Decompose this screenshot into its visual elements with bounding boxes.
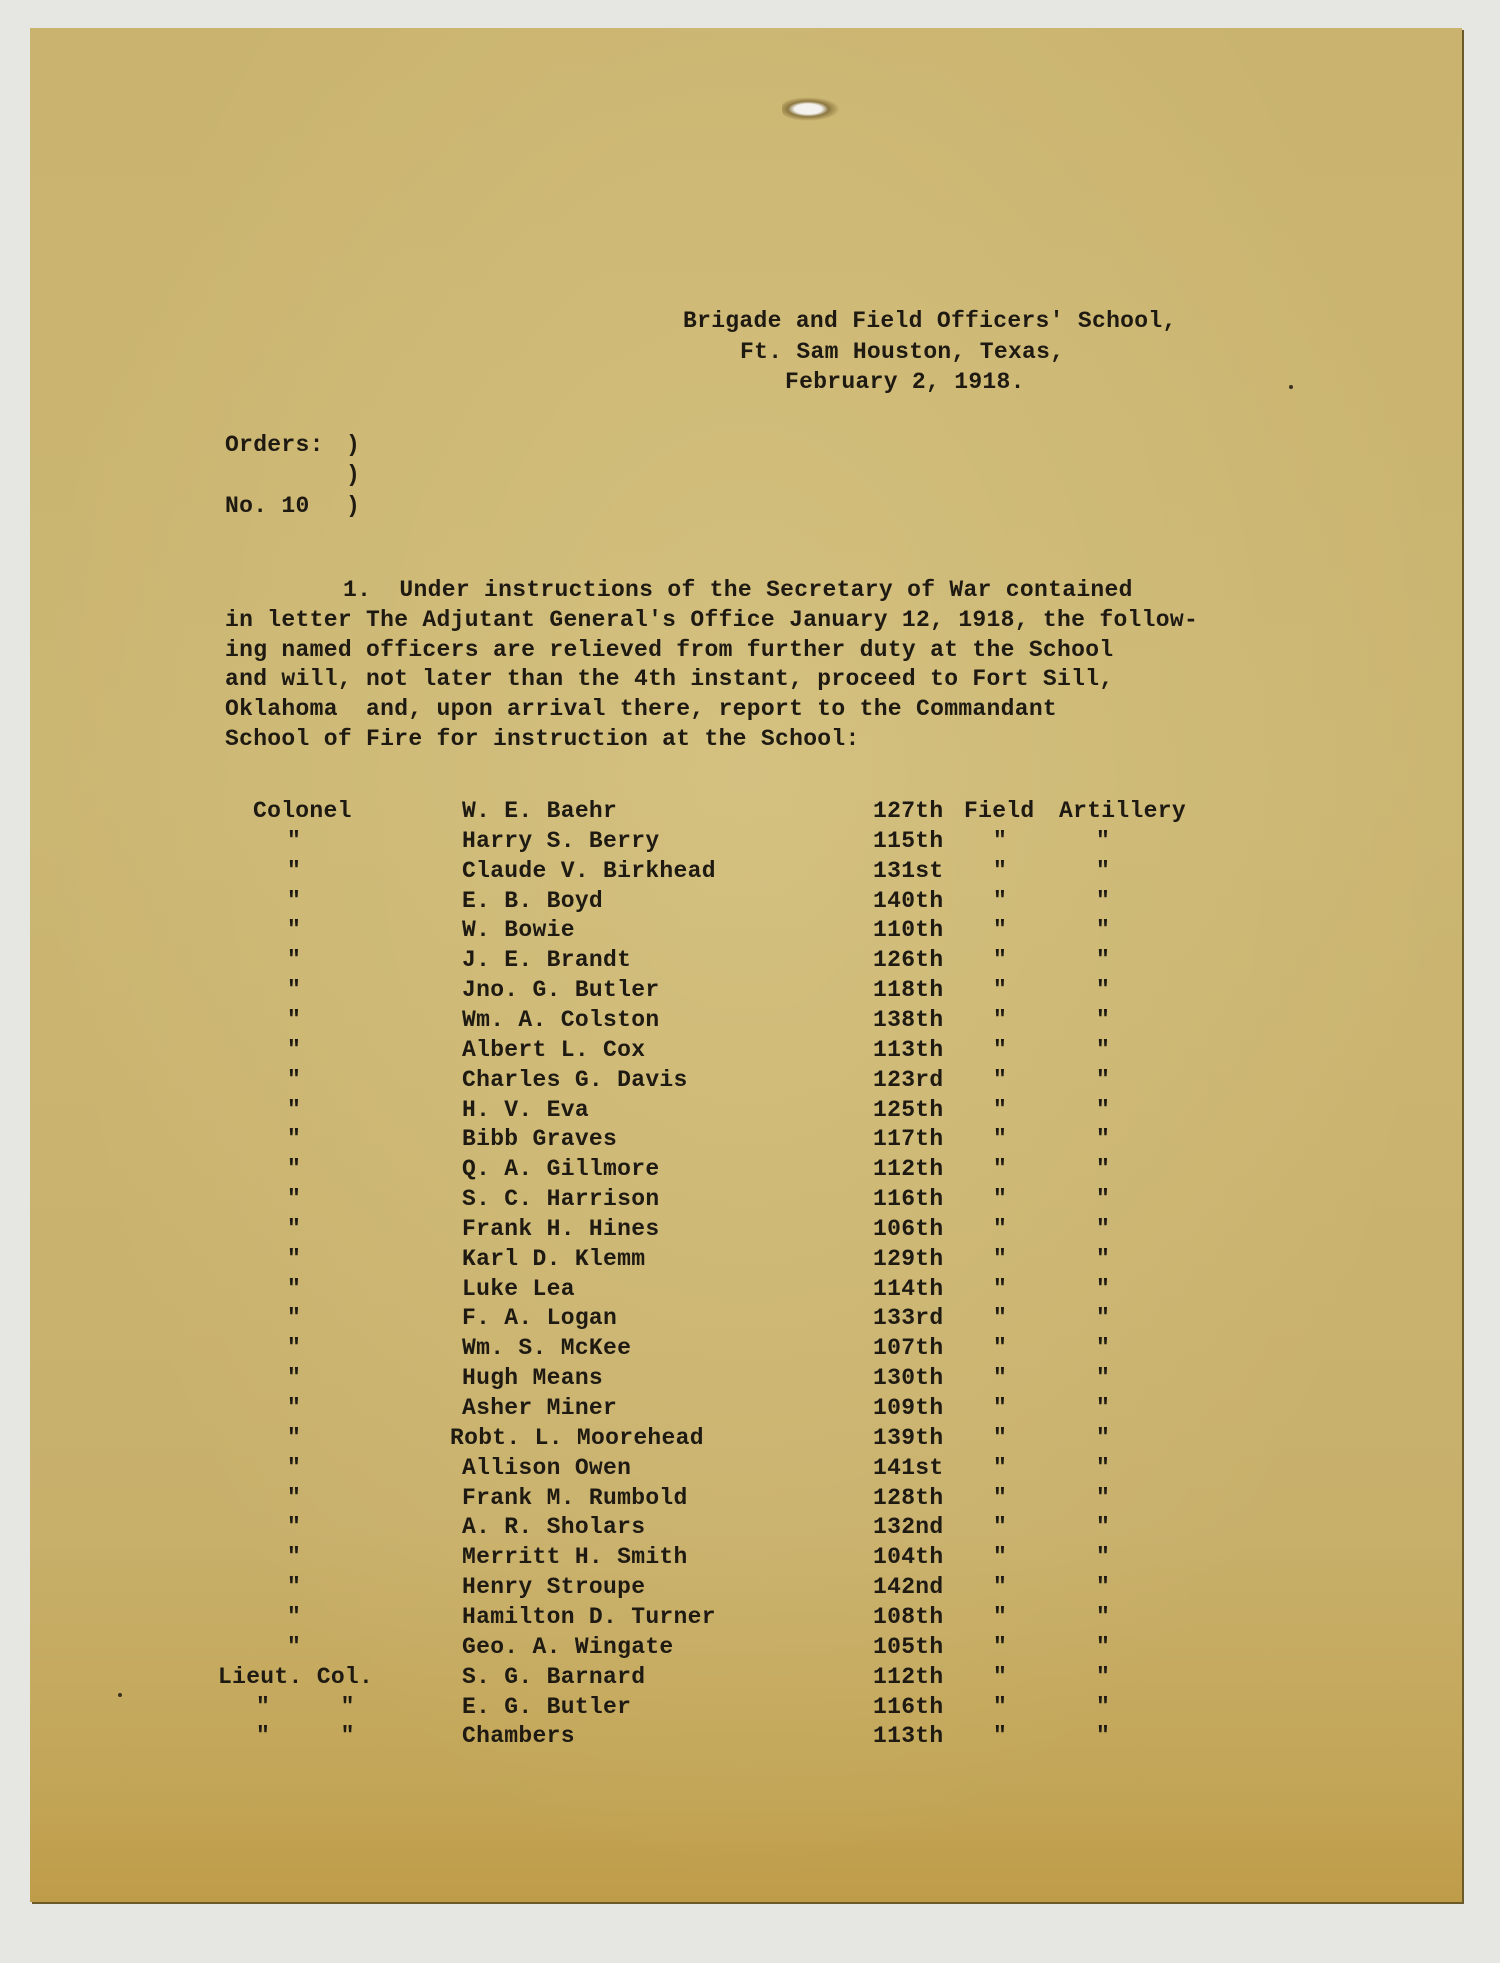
unit-cell: ": [1096, 1335, 1111, 1361]
unit-cell: ": [1096, 1365, 1111, 1391]
regiment-cell: 110th: [873, 917, 944, 943]
unit-cell: ": [1096, 1126, 1111, 1152]
paragraph-line: School of Fire for instruction at the School:: [225, 726, 860, 752]
letterhead-location: Ft. Sam Houston, Texas,: [740, 339, 1065, 365]
unit-cell: ": [1096, 1216, 1111, 1242]
unit-cell: ": [1096, 1097, 1111, 1123]
regiment-cell: 113th: [873, 1037, 944, 1063]
regiment-cell: 139th: [873, 1425, 944, 1451]
rank-cell: ": [287, 1126, 302, 1152]
unit-cell: ": [993, 1067, 1008, 1093]
unit-cell: ": [993, 977, 1008, 1003]
unit-cell: ": [993, 1007, 1008, 1033]
rank-cell: ": [287, 1216, 302, 1242]
unit-cell: ": [993, 1425, 1008, 1451]
name-cell: H. V. Eva: [462, 1097, 589, 1123]
rank-cell: ": [287, 977, 302, 1003]
unit-cell: ": [1096, 917, 1111, 943]
name-cell: Bibb Graves: [462, 1126, 618, 1152]
name-cell: Frank M. Rumbold: [462, 1485, 688, 1511]
name-cell: Q. A. Gillmore: [462, 1156, 660, 1182]
regiment-cell: 112th: [873, 1664, 944, 1690]
paper-speck: [1289, 385, 1293, 389]
paragraph-line: Oklahoma and, upon arrival there, report to the Commandant: [225, 696, 1058, 722]
rank-cell: ": [287, 1604, 302, 1630]
orders-label: Orders:: [225, 432, 324, 458]
unit-cell: ": [1096, 977, 1111, 1003]
unit-cell: ": [993, 1097, 1008, 1123]
rank-cell: ": [287, 1395, 302, 1421]
regiment-cell: 106th: [873, 1216, 944, 1242]
unit-cell: ": [993, 1634, 1008, 1660]
unit-cell: ": [993, 1335, 1008, 1361]
unit-cell: ": [993, 1365, 1008, 1391]
unit-cell: ": [993, 1186, 1008, 1212]
unit-cell: ": [1096, 1694, 1111, 1720]
name-cell: Harry S. Berry: [462, 828, 660, 854]
unit-cell: ": [1096, 828, 1111, 854]
unit-cell: ": [993, 917, 1008, 943]
unit-cell: ": [993, 1574, 1008, 1600]
regiment-cell: 132nd: [873, 1514, 944, 1540]
rank-cell: ": [287, 1007, 302, 1033]
unit-cell: ": [993, 1544, 1008, 1570]
letterhead-school: Brigade and Field Officers' School,: [683, 308, 1177, 334]
unit-cell: ": [993, 1455, 1008, 1481]
unit-cell: ": [1096, 1514, 1111, 1540]
unit-cell: ": [993, 1156, 1008, 1182]
name-cell: Frank H. Hines: [462, 1216, 660, 1242]
unit-cell: ": [1096, 1156, 1111, 1182]
regiment-cell: 125th: [873, 1097, 944, 1123]
name-cell: Hugh Means: [462, 1365, 604, 1391]
name-cell: Karl D. Klemm: [462, 1246, 646, 1272]
rank-cell: ": [287, 1514, 302, 1540]
rank-cell: ": [287, 1246, 302, 1272]
paragraph-line: 1. Under instructions of the Secretary of War contained: [343, 577, 1133, 603]
unit-cell: ": [1096, 1634, 1111, 1660]
paragraph-line: in letter The Adjutant General's Office January 12, 1918, the follow-: [225, 607, 1199, 633]
regiment-cell: 115th: [873, 828, 944, 854]
name-cell: E. G. Butler: [462, 1694, 632, 1720]
name-cell: Asher Miner: [462, 1395, 618, 1421]
regiment-cell: 126th: [873, 947, 944, 973]
orders-bracket: ): [346, 462, 361, 488]
unit-cell: ": [993, 947, 1008, 973]
rank-cell: ": [287, 1485, 302, 1511]
rank-cell: ": [287, 858, 302, 884]
unit-cell: ": [993, 1126, 1008, 1152]
rank-cell: ": [287, 1365, 302, 1391]
paragraph-line: ing named officers are relieved from further duty at the School: [225, 637, 1114, 663]
name-cell: W. E. Baehr: [462, 798, 618, 824]
rank-cell: ": [287, 828, 302, 854]
rank-cell: ": [287, 1544, 302, 1570]
rank-cell: ": [287, 1156, 302, 1182]
unit-cell: ": [1096, 1485, 1111, 1511]
rank-cell: ": [287, 888, 302, 914]
unit-cell: ": [1096, 1276, 1111, 1302]
rank-cell: Colonel: [253, 798, 352, 824]
unit-cell: ": [1096, 1067, 1111, 1093]
unit-cell: ": [1096, 1425, 1111, 1451]
name-cell: S. G. Barnard: [462, 1664, 646, 1690]
paragraph-line: and will, not later than the 4th instant, proceed to Fort Sill,: [225, 666, 1114, 692]
name-cell: E. B. Boyd: [462, 888, 604, 914]
regiment-cell: 141st: [873, 1455, 944, 1481]
unit-cell: ": [993, 888, 1008, 914]
regiment-cell: 104th: [873, 1544, 944, 1570]
regiment-cell: 113th: [873, 1723, 944, 1749]
unit-cell: ": [1096, 1664, 1111, 1690]
regiment-cell: 133rd: [873, 1305, 944, 1331]
name-cell: Chambers: [462, 1723, 575, 1749]
unit-cell: ": [1096, 888, 1111, 914]
name-cell: S. C. Harrison: [462, 1186, 660, 1212]
orders-number: No. 10: [225, 493, 310, 519]
rank-cell: ": [287, 1037, 302, 1063]
regiment-cell: 129th: [873, 1246, 944, 1272]
unit-cell: ": [1096, 947, 1111, 973]
name-cell: Wm. A. Colston: [462, 1007, 660, 1033]
unit-cell: ": [993, 1216, 1008, 1242]
rank-cell: ": [287, 1276, 302, 1302]
unit-cell: ": [1096, 1395, 1111, 1421]
unit-cell: ": [993, 1246, 1008, 1272]
unit-cell: ": [1096, 1574, 1111, 1600]
regiment-cell: 105th: [873, 1634, 944, 1660]
regiment-cell: 108th: [873, 1604, 944, 1630]
orders-bracket: ): [346, 493, 361, 519]
rank-cell: ": [287, 1305, 302, 1331]
rank-cell: ": [287, 917, 302, 943]
unit-cell: ": [993, 858, 1008, 884]
regiment-cell: 128th: [873, 1485, 944, 1511]
name-cell: Albert L. Cox: [462, 1037, 646, 1063]
name-cell: Allison Owen: [462, 1455, 632, 1481]
unit-cell: ": [1096, 1604, 1111, 1630]
name-cell: Luke Lea: [462, 1276, 575, 1302]
regiment-cell: 130th: [873, 1365, 944, 1391]
unit-cell: ": [993, 1664, 1008, 1690]
unit-cell: ": [993, 1305, 1008, 1331]
name-cell: F. A. Logan: [462, 1305, 618, 1331]
rank-cell: ": [287, 947, 302, 973]
unit-cell: ": [993, 1723, 1008, 1749]
name-cell: J. E. Brandt: [462, 947, 632, 973]
name-cell: A. R. Sholars: [462, 1514, 646, 1540]
unit-cell: ": [1096, 1007, 1111, 1033]
unit-cell: ": [993, 1276, 1008, 1302]
name-cell: Jno. G. Butler: [462, 977, 660, 1003]
rank-cell: ": [287, 1455, 302, 1481]
rank-cell: ": [287, 1634, 302, 1660]
regiment-cell: 118th: [873, 977, 944, 1003]
regiment-cell: 112th: [873, 1156, 944, 1182]
unit-cell: ": [1096, 1186, 1111, 1212]
regiment-cell: 116th: [873, 1186, 944, 1212]
unit-cell: ": [1096, 1455, 1111, 1481]
unit-cell: ": [993, 828, 1008, 854]
rank-cell: ": [287, 1425, 302, 1451]
unit-cell: ": [1096, 858, 1111, 884]
regiment-cell: 114th: [873, 1276, 944, 1302]
document-page: [30, 28, 1462, 1902]
name-cell: W. Bowie: [462, 917, 575, 943]
name-cell: Henry Stroupe: [462, 1574, 646, 1600]
name-cell: Hamilton D. Turner: [462, 1604, 716, 1630]
unit-cell: Artillery: [1059, 798, 1186, 824]
unit-cell: ": [1096, 1723, 1111, 1749]
rank-cell: ": [287, 1097, 302, 1123]
name-cell: Charles G. Davis: [462, 1067, 688, 1093]
unit-cell: ": [993, 1694, 1008, 1720]
paper-speck: [118, 1693, 122, 1697]
regiment-cell: 117th: [873, 1126, 944, 1152]
unit-cell: ": [993, 1514, 1008, 1540]
unit-cell: ": [1096, 1305, 1111, 1331]
name-cell: Claude V. Birkhead: [462, 858, 716, 884]
unit-cell: ": [993, 1604, 1008, 1630]
rank-cell: " ": [256, 1694, 355, 1720]
unit-cell: ": [1096, 1037, 1111, 1063]
unit-cell: ": [993, 1037, 1008, 1063]
rank-cell: ": [287, 1067, 302, 1093]
regiment-cell: 107th: [873, 1335, 944, 1361]
unit-cell: ": [993, 1485, 1008, 1511]
regiment-cell: 142nd: [873, 1574, 944, 1600]
punch-hole: [782, 97, 840, 121]
regiment-cell: 140th: [873, 888, 944, 914]
regiment-cell: 127th: [873, 798, 944, 824]
name-cell: Geo. A. Wingate: [462, 1634, 674, 1660]
rank-cell: ": [287, 1335, 302, 1361]
unit-cell: ": [1096, 1544, 1111, 1570]
unit-cell: ": [1096, 1246, 1111, 1272]
regiment-cell: 109th: [873, 1395, 944, 1421]
regiment-cell: 123rd: [873, 1067, 944, 1093]
name-cell: Robt. L. Moorehead: [450, 1425, 704, 1451]
letterhead-date: February 2, 1918.: [785, 369, 1025, 395]
regiment-cell: 131st: [873, 858, 944, 884]
rank-cell: ": [287, 1186, 302, 1212]
regiment-cell: 138th: [873, 1007, 944, 1033]
name-cell: Wm. S. McKee: [462, 1335, 632, 1361]
unit-cell: ": [993, 1395, 1008, 1421]
regiment-cell: 116th: [873, 1694, 944, 1720]
name-cell: Merritt H. Smith: [462, 1544, 688, 1570]
rank-cell: Lieut. Col.: [218, 1664, 374, 1690]
unit-cell: Field: [964, 798, 1035, 824]
rank-cell: ": [287, 1574, 302, 1600]
orders-bracket: ): [346, 432, 361, 458]
rank-cell: " ": [256, 1723, 355, 1749]
